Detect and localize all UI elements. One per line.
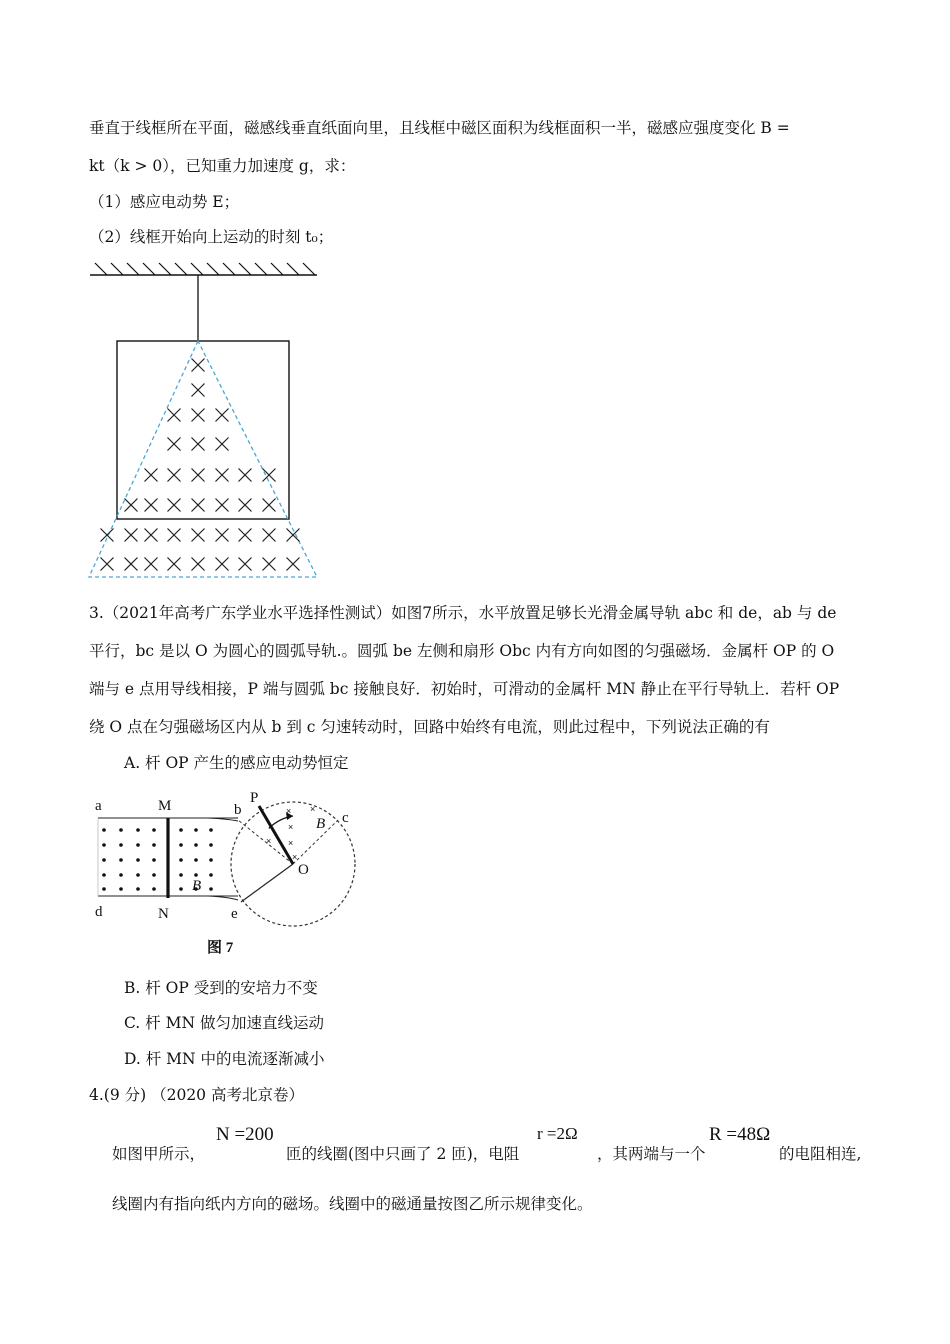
field-dot-icon xyxy=(152,828,156,832)
field-dot-icon xyxy=(209,873,213,877)
field-dot-icon xyxy=(209,887,213,891)
field-cross-icon xyxy=(125,499,138,512)
sector-cross-icon: × xyxy=(288,822,294,832)
field-dot-icon xyxy=(209,828,213,832)
field-dot-icon xyxy=(152,873,156,877)
field-dot-icon xyxy=(152,887,156,891)
field-cross-icon xyxy=(168,558,181,571)
problem2-text-line2: kt（k > 0），已知重力加速度 g，求： xyxy=(89,157,356,175)
field-cross-icon xyxy=(125,529,138,542)
field-cross-icon xyxy=(263,529,276,542)
field-cross-icon xyxy=(216,438,229,451)
field-cross-icon xyxy=(192,499,205,512)
field-cross-icon xyxy=(145,558,158,571)
problem4-R-expr: R =48Ω xyxy=(709,1124,771,1145)
field-cross-icon xyxy=(101,558,114,571)
problem4-N-expr: N =200 xyxy=(216,1124,274,1145)
problem4-text-2: 匝的线圈(图中只画了 2 匝)，电阻 xyxy=(286,1145,520,1163)
option-b: B. 杆 OP 受到的安培力不变 xyxy=(124,979,318,997)
field-dot-icon xyxy=(119,887,123,891)
field-cross-icon xyxy=(216,558,229,571)
field-cross-icon xyxy=(168,438,181,451)
problem4-header: 4.(9 分) （2020 高考北京卷） xyxy=(89,1086,304,1104)
field-dot-icon xyxy=(179,873,183,877)
option-c: C. 杆 MN 做匀加速直线运动 xyxy=(124,1014,324,1032)
label-M: M xyxy=(158,798,172,814)
field-dot-icon xyxy=(179,843,183,847)
problem4-text-3: ，其两端与一个 xyxy=(597,1145,706,1163)
field-cross-icon xyxy=(192,384,205,397)
field-cross-icon xyxy=(263,499,276,512)
label-e: e xyxy=(231,906,238,922)
field-dot-icon xyxy=(194,828,198,832)
field-cross-icon xyxy=(239,499,252,512)
field-dot-icon xyxy=(194,858,198,862)
field-dot-icon xyxy=(136,828,140,832)
field-cross-icon xyxy=(239,558,252,571)
field-dot-icon xyxy=(119,843,123,847)
field-dot-icon xyxy=(136,843,140,847)
field-cross-icon xyxy=(168,469,181,482)
field-dot-icon xyxy=(194,843,198,847)
label-O: O xyxy=(298,862,309,878)
field-cross-icon xyxy=(145,499,158,512)
field-dot-icon xyxy=(102,828,106,832)
label-a: a xyxy=(95,798,102,814)
field-cross-icon xyxy=(239,529,252,542)
sector-cross-icon: × xyxy=(292,852,298,862)
field-cross-icon xyxy=(145,529,158,542)
field-cross-icon xyxy=(192,359,205,372)
problem3-text-line4: 绕 O 点在匀强磁场区内从 b 到 c 匀速转动时，回路中始终有电流，则此过程中，下列说法正确的有 xyxy=(89,718,770,736)
field-cross-icon xyxy=(192,529,205,542)
field-dot-icon xyxy=(102,858,106,862)
field-dot-icon xyxy=(152,858,156,862)
label-N: N xyxy=(158,906,169,922)
label-c: c xyxy=(342,810,349,826)
figure-7-rails xyxy=(88,788,368,960)
field-cross-icon xyxy=(168,499,181,512)
field-dot-icon xyxy=(209,843,213,847)
sector-cross-icon: × xyxy=(286,806,292,816)
field-dot-icon xyxy=(136,887,140,891)
option-a: A. 杆 OP 产生的感应电动势恒定 xyxy=(124,754,349,772)
field-cross-icon xyxy=(145,469,158,482)
problem2-text-line1: 垂直于线框所在平面，磁感线垂直纸面向里，且线框中磁区面积为线框面积一半，磁感应强度变化 B = xyxy=(89,119,790,137)
field-dot-icon xyxy=(209,858,213,862)
field-cross-icon xyxy=(192,409,205,422)
sector-cross-icon: × xyxy=(266,836,272,846)
field-cross-icon xyxy=(192,438,205,451)
problem4-text-1: 如图甲所示， xyxy=(112,1145,206,1163)
label-P: P xyxy=(250,790,259,806)
figure-caption: 图 7 xyxy=(207,940,234,956)
field-dot-icon xyxy=(136,873,140,877)
label-B-rect: B xyxy=(192,878,202,894)
option-d: D. 杆 MN 中的电流逐渐减小 xyxy=(124,1050,325,1068)
field-dot-icon xyxy=(179,887,183,891)
label-b: b xyxy=(234,802,242,818)
field-cross-icon xyxy=(216,499,229,512)
field-dot-icon xyxy=(119,873,123,877)
problem4-text-4: 的电阻相连, xyxy=(779,1145,862,1163)
field-cross-icon xyxy=(216,529,229,542)
field-cross-icon xyxy=(192,469,205,482)
field-cross-icon xyxy=(168,529,181,542)
field-cross-icon xyxy=(287,558,300,571)
field-dot-icon xyxy=(102,873,106,877)
field-cross-icon xyxy=(216,409,229,422)
field-cross-icon xyxy=(239,469,252,482)
label-d: d xyxy=(95,904,103,920)
problem2-question-2: （2）线框开始向上运动的时刻 t₀； xyxy=(89,228,334,246)
field-cross-icon xyxy=(216,469,229,482)
problem4-r-expr: r =2Ω xyxy=(537,1124,578,1143)
field-cross-icon xyxy=(125,558,138,571)
problem3-text-line3: 端与 e 点用导线相接，P 端与圆弧 bc 接触良好．初始时，可滑动的金属杆 MN 静止在平行导轨上．若杆 OP xyxy=(89,680,840,698)
field-dot-icon xyxy=(102,887,106,891)
field-dot-icon xyxy=(119,858,123,862)
problem2-question-1: （1）感应电动势 E； xyxy=(89,193,240,211)
field-cross-icon xyxy=(263,469,276,482)
field-cross-icon xyxy=(263,558,276,571)
field-dot-icon xyxy=(179,828,183,832)
problem3-text-line1: 3.（2021年高考广东学业水平选择性测试）如图7所示，水平放置足够长光滑金属导轨 abc 和 de，ab 与 de xyxy=(89,604,837,622)
field-dot-icon xyxy=(136,858,140,862)
sector-cross-icon: × xyxy=(288,838,294,848)
label-B-sector: B xyxy=(316,816,326,832)
field-dot-icon xyxy=(102,843,106,847)
field-dot-icon xyxy=(119,828,123,832)
sector-cross-icon: × xyxy=(310,804,316,814)
sector-cross-icon: × xyxy=(268,822,274,832)
problem3-text-line2: 平行，bc 是以 O 为圆心的圆弧导轨.。圆弧 be 左侧和扇形 Obc 内有方向如图的匀强磁场．金属杆 OP 的 O xyxy=(89,642,835,660)
field-cross-icon xyxy=(168,409,181,422)
field-cross-icon xyxy=(192,558,205,571)
field-dot-icon xyxy=(194,873,198,877)
hanging-frame-figure xyxy=(85,255,325,585)
problem4-text-line2: 线圈内有指向纸内方向的磁场。线圈中的磁通量按图乙所示规律变化。 xyxy=(112,1195,593,1213)
field-dot-icon xyxy=(152,843,156,847)
field-dot-icon xyxy=(179,858,183,862)
